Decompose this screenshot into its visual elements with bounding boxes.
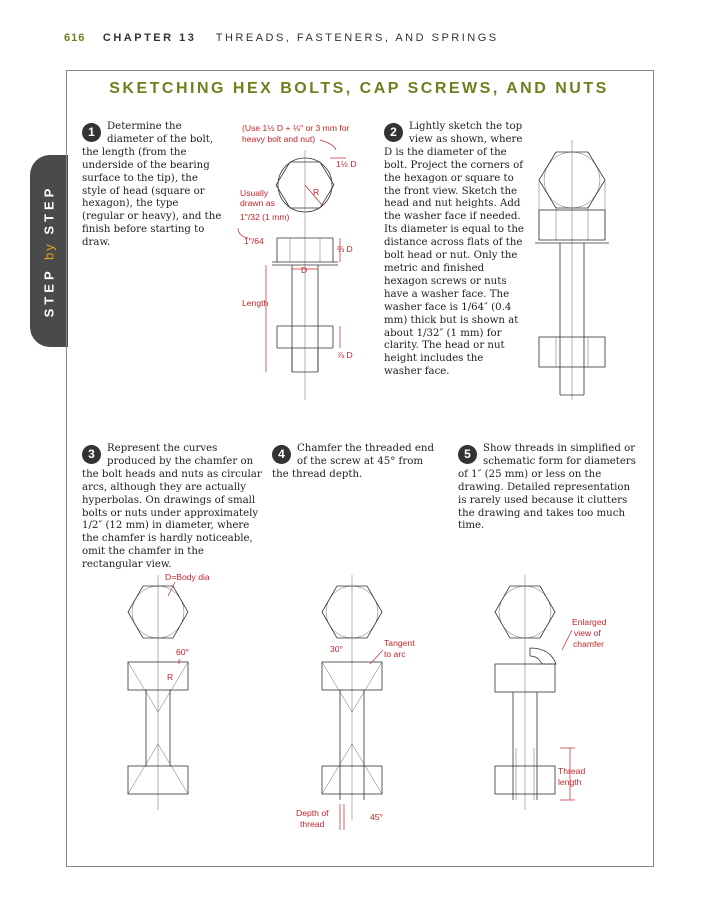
step-4-number: 4 bbox=[272, 445, 291, 464]
fig5-chamfer: chamfer bbox=[573, 639, 605, 649]
fig4-tangent: Tangent bbox=[384, 638, 415, 648]
fig5-enlarged: Enlarged bbox=[572, 617, 607, 627]
fig1-length-label: Length bbox=[242, 298, 269, 308]
fig5-thread: Thread bbox=[558, 766, 586, 776]
fig1-r-label: R bbox=[313, 187, 320, 197]
page-title: SKETCHING HEX BOLTS, CAP SCREWS, AND NUTS bbox=[109, 80, 609, 97]
fig1-note-line1: (Use 1½ D + ⅛″ or 3 mm for bbox=[242, 123, 350, 133]
fig1-seven-eighths-dim: ⅞ D bbox=[337, 350, 353, 360]
fig5-chamfer-detail bbox=[530, 648, 556, 664]
fig1-usually: Usually bbox=[240, 188, 269, 198]
step-5-text: Show threads in simplified or schematic form for diameters of 1″ (25 mm) or less on the drawing. Detailed representation is rarely used because it clutters the drawing and takes too much time. bbox=[458, 443, 637, 532]
fig1-sixty-fourth: 1″/64 bbox=[244, 236, 264, 246]
step-4-text: Chamfer the threaded end of the screw at 45° from the thread depth. bbox=[272, 443, 434, 480]
fig1-d-label: D bbox=[301, 265, 308, 275]
fig1-drawn-as: drawn as bbox=[240, 198, 275, 208]
fig4-angle-45: 45° bbox=[370, 812, 383, 822]
tab-word-step: STEP bbox=[41, 267, 57, 318]
fig1-head-dim: 1½ D bbox=[336, 159, 357, 169]
fig4-depth-of: Depth of bbox=[296, 808, 329, 818]
fig1-note-line2: heavy bolt and nut) bbox=[242, 134, 316, 144]
step-1-number: 1 bbox=[82, 123, 101, 142]
step-3-text: Represent the curves produced by the chamfer on the bolt heads and nuts as circular arcs, although they are actually hyperbolas. On drawings of small bolts or nuts under approximately 1/2″ (12 mm) in diameter, where the chamfer is hardly noticeable, omit the chamfer in the rectangular view. bbox=[82, 443, 262, 571]
step-5-number: 5 bbox=[458, 445, 477, 464]
page-number: 616 bbox=[64, 32, 86, 44]
step-1-text: Determine the diameter of the bolt, the length (from the underside of the bearing surface to the tip), the style of head (square or hexagon), the type (regular or heavy), and the finish before starting to draw. bbox=[82, 121, 222, 249]
fig4-to-arc: to arc bbox=[384, 649, 406, 659]
chapter-label: CHAPTER 13 bbox=[102, 32, 197, 44]
fig3-angle: 60° bbox=[176, 647, 189, 657]
tab-word-step-2: STEP bbox=[41, 184, 57, 235]
chapter-title: THREADS, FASTENERS, AND SPRINGS bbox=[215, 32, 499, 44]
step-3-number: 3 bbox=[82, 445, 101, 464]
fig4-thread: thread bbox=[300, 819, 325, 829]
fig1-two-thirds-dim: ⅔ D bbox=[337, 244, 353, 254]
step-2-text: Lightly sketch the top view as shown, where D is the diameter of the bolt. Project the corners of the hexagon or square to the front view. Sketch the head and nut heights. Add the washer face if needed. Its diameter is equal to the distance across flats of the bolt head or nut. Only the metric and finished hexagon screws or nuts have a washer face. The washer face is 1/64″ (0.4 mm) thick but is shown at about 1/32″ (1 mm) for clarity. The head or nut height includes the washer face. bbox=[384, 121, 524, 378]
fig5-view-of: view of bbox=[574, 628, 601, 638]
fig3-r-small: r bbox=[178, 656, 181, 666]
step-2-number: 2 bbox=[384, 123, 403, 142]
fig3-body-dia: D=Body dia bbox=[165, 572, 210, 582]
fig4-angle-30: 30° bbox=[330, 644, 343, 654]
tab-word-by: by bbox=[41, 242, 57, 260]
fig5-length: length bbox=[558, 777, 582, 787]
fig1-thirty-second: 1″/32 (1 mm) bbox=[240, 212, 290, 222]
fig3-r-large: R bbox=[167, 672, 174, 682]
